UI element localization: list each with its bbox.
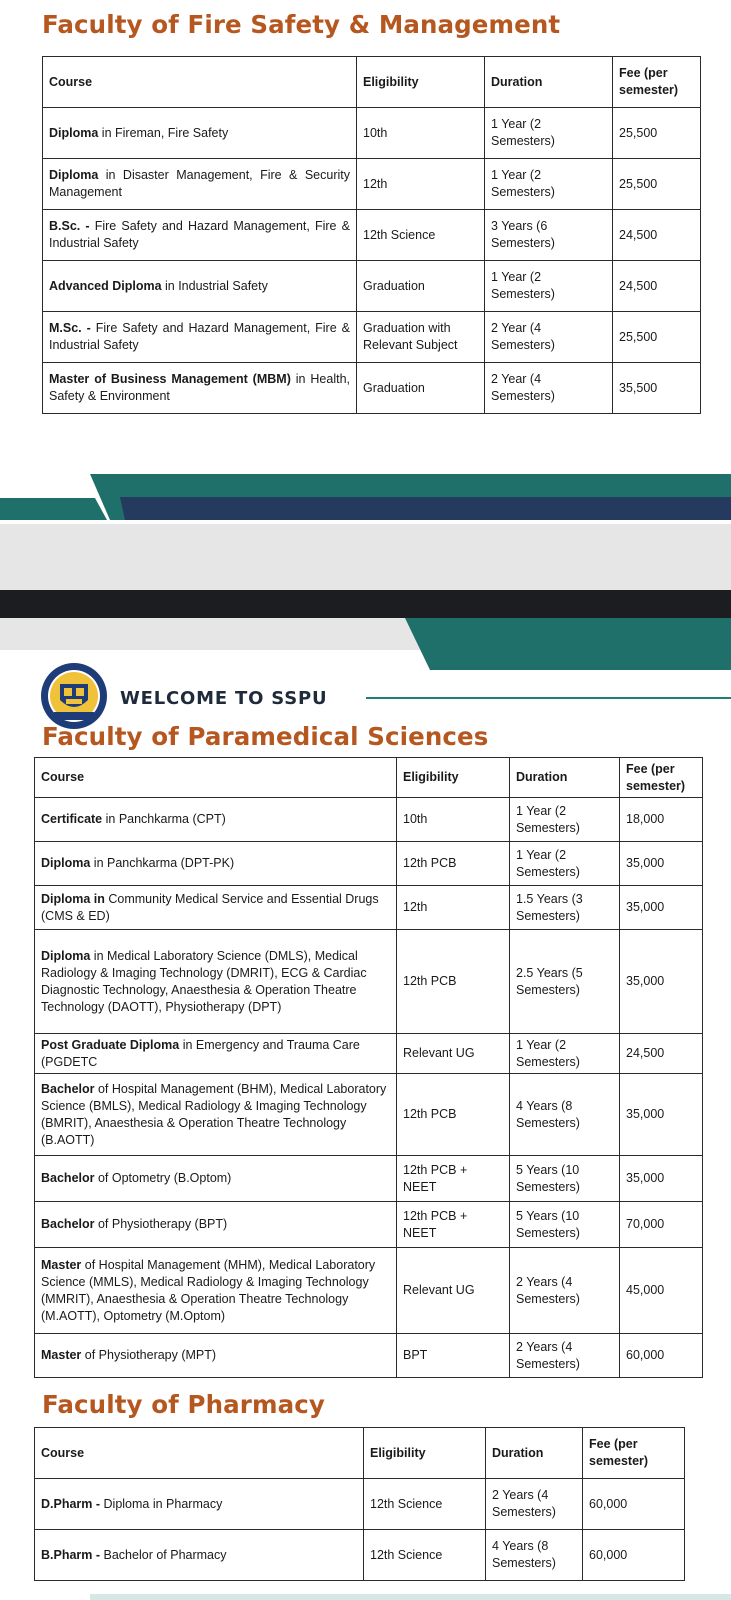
table-body bbox=[35, 798, 703, 1378]
course-description: of Optometry (B.Optom) bbox=[94, 1171, 232, 1185]
course-cell bbox=[35, 1334, 397, 1378]
course-description: of Physiotherapy (BPT) bbox=[94, 1217, 228, 1231]
eligibility-cell: 12th Science bbox=[364, 1479, 486, 1530]
eligibility-cell: 12th bbox=[397, 886, 510, 930]
course-description: of Hospital Management (MHM), Medical Laboratory Science (MMLS), Medical Radiology & Imaging Technology (MMRIT), Anaesthesia & Operation Theatre Technology (M.AOTT), Optometry (M.Optom) bbox=[41, 1257, 376, 1323]
table-header-row bbox=[35, 1428, 685, 1479]
course-cell bbox=[35, 1156, 397, 1202]
course-cell bbox=[43, 108, 357, 159]
header-eligibility: Eligibility bbox=[397, 758, 510, 798]
duration-cell: 2 Year (4 Semesters) bbox=[485, 312, 613, 363]
table-row bbox=[35, 1034, 703, 1074]
table-row bbox=[35, 842, 703, 886]
fee-cell: 60,000 bbox=[620, 1334, 703, 1378]
fee-cell: 24,500 bbox=[613, 210, 701, 261]
eligibility-cell: Graduation with Relevant Subject bbox=[357, 312, 485, 363]
fee-cell: 24,500 bbox=[620, 1034, 703, 1074]
fire-safety-fee-table bbox=[42, 56, 701, 414]
eligibility-cell: Relevant UG bbox=[397, 1034, 510, 1074]
course-type: Bachelor bbox=[41, 1217, 95, 1231]
table-row bbox=[35, 886, 703, 930]
table-header-row bbox=[43, 57, 701, 108]
fee-cell: 25,500 bbox=[613, 159, 701, 210]
course-type: Diploma in bbox=[41, 891, 105, 906]
table-row bbox=[35, 798, 703, 842]
header-duration: Duration bbox=[485, 57, 613, 108]
course-description: of Hospital Management (BHM), Medical Laboratory Science (BMLS), Medical Radiology & Imaging Technology (BMRIT), Anaesthesia & Operation Theatre Technology (B.AOTT) bbox=[41, 1081, 387, 1147]
course-cell bbox=[35, 1034, 397, 1074]
eligibility-cell: Graduation bbox=[357, 261, 485, 312]
course-description: in Panchkarma (CPT) bbox=[102, 812, 226, 826]
course-type: Diploma bbox=[49, 125, 99, 140]
course-cell bbox=[35, 842, 397, 886]
welcome-divider bbox=[366, 697, 731, 699]
course-description: in Medical Laboratory Science (DMLS), Medical Radiology & Imaging Technology (DMRIT), ECG & Cardiac Diagnostic Technology, Anaesthesia & Operation Theatre Technology (DAOTT), Physiotherapy (DPT) bbox=[41, 948, 367, 1014]
course-cell bbox=[35, 1074, 397, 1156]
table-body bbox=[43, 108, 701, 414]
duration-cell: 1.5 Years (3 Semesters) bbox=[510, 886, 620, 930]
table-row bbox=[43, 261, 701, 312]
duration-cell: 4 Years (8 Semesters) bbox=[510, 1074, 620, 1156]
course-cell bbox=[35, 1202, 397, 1248]
course-cell bbox=[35, 1248, 397, 1334]
course-description: in Industrial Safety bbox=[161, 278, 268, 293]
fee-cell: 35,000 bbox=[620, 930, 703, 1034]
dark-band bbox=[0, 590, 731, 618]
duration-cell: 2.5 Years (5 Semesters) bbox=[510, 930, 620, 1034]
fee-cell: 35,000 bbox=[620, 886, 703, 930]
course-type: Diploma bbox=[49, 168, 99, 182]
decorative-band-bottom bbox=[0, 618, 731, 678]
course-description: in Health, Safety & Environment bbox=[49, 372, 350, 403]
eligibility-cell: 10th bbox=[397, 798, 510, 842]
fee-cell: 18,000 bbox=[620, 798, 703, 842]
university-logo-icon bbox=[40, 662, 108, 730]
fee-cell: 60,000 bbox=[583, 1479, 685, 1530]
eligibility-cell: 12th bbox=[357, 159, 485, 210]
course-description: Fire Safety and Hazard Management, Fire & Industrial Safety bbox=[49, 321, 350, 352]
fee-cell: 25,500 bbox=[613, 312, 701, 363]
duration-cell: 1 Year (2 Semesters) bbox=[485, 159, 613, 210]
duration-cell: 5 Years (10 Semesters) bbox=[510, 1202, 620, 1248]
header-duration: Duration bbox=[486, 1428, 583, 1479]
duration-cell: 2 Years (4 Semesters) bbox=[510, 1334, 620, 1378]
table-row bbox=[43, 312, 701, 363]
course-type: Diploma bbox=[41, 856, 91, 870]
course-type: Diploma bbox=[41, 948, 91, 963]
header-duration: Duration bbox=[510, 758, 620, 798]
course-type: Post Graduate Diploma bbox=[41, 1037, 180, 1052]
table-row bbox=[35, 1202, 703, 1248]
faculty-title-fire-safety: Faculty of Fire Safety & Management bbox=[42, 10, 561, 39]
duration-cell: 3 Years (6 Semesters) bbox=[485, 210, 613, 261]
course-cell bbox=[43, 261, 357, 312]
duration-cell: 5 Years (10 Semesters) bbox=[510, 1156, 620, 1202]
welcome-heading: WELCOME TO SSPU bbox=[120, 688, 328, 709]
course-type: Master bbox=[41, 1348, 82, 1362]
eligibility-cell: 12th PCB + NEET bbox=[397, 1202, 510, 1248]
course-cell bbox=[35, 886, 397, 930]
eligibility-cell: Relevant UG bbox=[397, 1248, 510, 1334]
duration-cell: 2 Years (4 Semesters) bbox=[486, 1479, 583, 1530]
faculty-title-pharmacy: Faculty of Pharmacy bbox=[42, 1390, 325, 1419]
duration-cell: 2 Years (4 Semesters) bbox=[510, 1248, 620, 1334]
course-type: D.Pharm - bbox=[41, 1496, 101, 1511]
eligibility-cell: 12th Science bbox=[364, 1530, 486, 1581]
eligibility-cell: 12th PCB bbox=[397, 1074, 510, 1156]
table-row bbox=[35, 1530, 685, 1581]
table-row bbox=[35, 1248, 703, 1334]
eligibility-cell: 12th Science bbox=[357, 210, 485, 261]
course-description: in Emergency and Trauma Care (PGDETC bbox=[41, 1037, 360, 1069]
pharmacy-fee-table bbox=[34, 1427, 685, 1581]
course-description: in Panchkarma (DPT-PK) bbox=[90, 856, 235, 870]
fee-cell: 25,500 bbox=[613, 108, 701, 159]
header-fee: Fee (per semester) bbox=[620, 758, 703, 798]
fee-cell: 24,500 bbox=[613, 261, 701, 312]
faculty-title-paramedical: Faculty of Paramedical Sciences bbox=[42, 722, 489, 751]
eligibility-cell: 12th PCB bbox=[397, 930, 510, 1034]
header-course: Course bbox=[35, 758, 397, 798]
course-description: Fire Safety and Hazard Management, Fire & Industrial Safety bbox=[49, 219, 350, 250]
table-row bbox=[35, 1334, 703, 1378]
bottom-teal-line bbox=[90, 1594, 731, 1600]
header-eligibility: Eligibility bbox=[357, 57, 485, 108]
table-row bbox=[43, 210, 701, 261]
course-cell bbox=[35, 930, 397, 1034]
course-cell bbox=[35, 1530, 364, 1581]
eligibility-cell: 12th PCB bbox=[397, 842, 510, 886]
header-eligibility: Eligibility bbox=[364, 1428, 486, 1479]
course-type: B.Pharm - bbox=[41, 1547, 101, 1562]
eligibility-cell: 10th bbox=[357, 108, 485, 159]
course-description: in Disaster Management, Fire & Security Management bbox=[49, 168, 350, 199]
fee-cell: 35,000 bbox=[620, 842, 703, 886]
header-fee: Fee (per semester) bbox=[613, 57, 701, 108]
duration-cell: 1 Year (2 Semesters) bbox=[485, 261, 613, 312]
duration-cell: 4 Years (8 Semesters) bbox=[486, 1530, 583, 1581]
table-row bbox=[35, 1074, 703, 1156]
course-type: Advanced Diploma bbox=[49, 278, 162, 293]
course-type: M.Sc. - bbox=[49, 321, 91, 335]
course-description: Bachelor of Pharmacy bbox=[100, 1547, 227, 1562]
fee-cell: 60,000 bbox=[583, 1530, 685, 1581]
course-cell bbox=[35, 1479, 364, 1530]
course-cell bbox=[43, 210, 357, 261]
course-type: Bachelor bbox=[41, 1171, 95, 1185]
fee-cell: 35,000 bbox=[620, 1074, 703, 1156]
eligibility-cell: Graduation bbox=[357, 363, 485, 414]
paramedical-fee-table bbox=[34, 757, 703, 1378]
table-body bbox=[35, 1479, 685, 1581]
course-type: Certificate bbox=[41, 812, 103, 826]
duration-cell: 1 Year (2 Semesters) bbox=[510, 798, 620, 842]
course-cell bbox=[35, 798, 397, 842]
header-fee: Fee (per semester) bbox=[583, 1428, 685, 1479]
table-row bbox=[43, 108, 701, 159]
fee-cell: 35,000 bbox=[620, 1156, 703, 1202]
course-description: Community Medical Service and Essential Drugs (CMS & ED) bbox=[41, 891, 379, 923]
duration-cell: 1 Year (2 Semesters) bbox=[485, 108, 613, 159]
table-header-row bbox=[35, 758, 703, 798]
course-description: in Fireman, Fire Safety bbox=[98, 125, 229, 140]
duration-cell: 1 Year (2 Semesters) bbox=[510, 1034, 620, 1074]
table-row bbox=[35, 1479, 685, 1530]
course-cell bbox=[43, 363, 357, 414]
table-row bbox=[35, 1156, 703, 1202]
fee-cell: 35,500 bbox=[613, 363, 701, 414]
eligibility-cell: 12th PCB + NEET bbox=[397, 1156, 510, 1202]
course-cell bbox=[43, 159, 357, 210]
table-row bbox=[35, 930, 703, 1034]
gray-band bbox=[0, 524, 731, 590]
header-course: Course bbox=[43, 57, 357, 108]
fee-cell: 45,000 bbox=[620, 1248, 703, 1334]
eligibility-cell: BPT bbox=[397, 1334, 510, 1378]
course-type: Master of Business Management (MBM) bbox=[49, 372, 291, 386]
fee-cell: 70,000 bbox=[620, 1202, 703, 1248]
duration-cell: 2 Year (4 Semesters) bbox=[485, 363, 613, 414]
course-type: Bachelor bbox=[41, 1081, 95, 1096]
course-cell bbox=[43, 312, 357, 363]
table-row bbox=[43, 363, 701, 414]
course-description: Diploma in Pharmacy bbox=[100, 1496, 223, 1511]
course-type: Master bbox=[41, 1257, 82, 1272]
table-row bbox=[43, 159, 701, 210]
header-course: Course bbox=[35, 1428, 364, 1479]
duration-cell: 1 Year (2 Semesters) bbox=[510, 842, 620, 886]
course-description: of Physiotherapy (MPT) bbox=[81, 1348, 217, 1362]
course-type: B.Sc. - bbox=[49, 219, 90, 233]
